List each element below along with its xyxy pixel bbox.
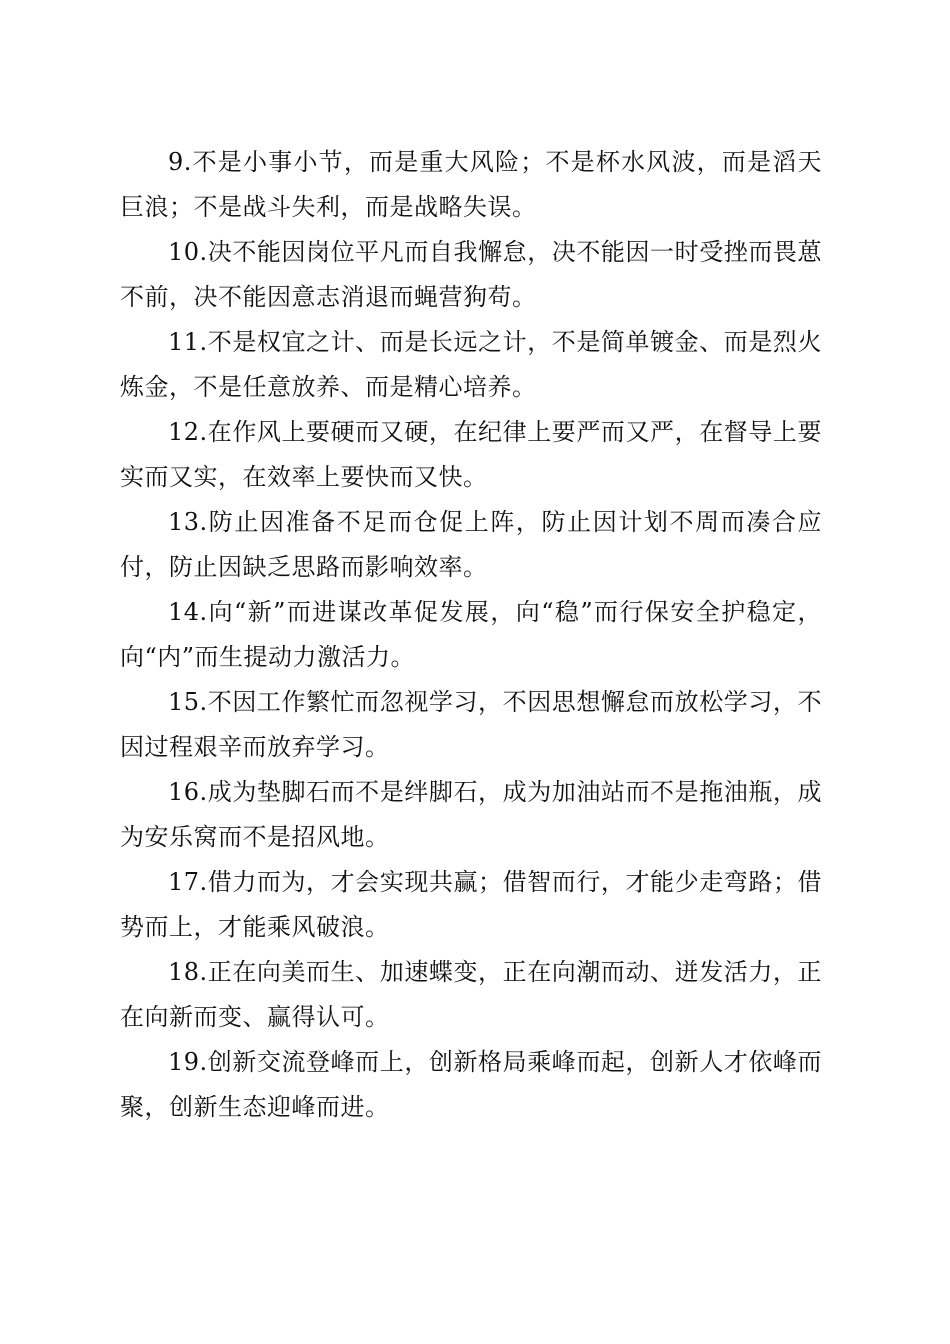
paragraph-16: 16.成为垫脚石而不是绊脚石，成为加油站而不是拖油瓶，成为安乐窝而不是招风地。 [120, 778, 822, 851]
paragraph-18: 18.正在向美而生、加速蝶变，正在向潮而动、迸发活力，正在向新而变、赢得认可。 [120, 958, 822, 1031]
paragraph-14: 14.向“新”而进谋改革促发展，向“稳”而行保安全护稳定，向“内”而生提动力激活力。 [120, 598, 822, 671]
paragraph-11: 11.不是权宜之计、而是长远之计，不是简单镀金、而是烈火炼金，不是任意放养、而是精心培养。 [120, 328, 822, 401]
paragraph-13: 13.防止因准备不足而仓促上阵，防止因计划不周而凑合应付，防止因缺乏思路而影响效率。 [120, 508, 822, 581]
paragraph-12: 12.在作风上要硬而又硬，在纪律上要严而又严，在督导上要实而又实，在效率上要快而又快。 [120, 418, 822, 491]
paragraph-15: 15.不因工作繁忙而忽视学习，不因思想懈怠而放松学习，不因过程艰辛而放弃学习。 [120, 688, 822, 761]
paragraph-10: 10.决不能因岗位平凡而自我懈怠，决不能因一时受挫而畏葸不前，决不能因意志消退而蝇营狗苟。 [120, 238, 822, 311]
document-body [120, 140, 822, 1130]
paragraph-9: 9.不是小事小节，而是重大风险；不是杯水风波，而是滔天巨浪；不是战斗失利，而是战略失误。 [120, 148, 822, 221]
paragraph-19: 19.创新交流登峰而上，创新格局乘峰而起，创新人才依峰而聚，创新生态迎峰而进。 [120, 1048, 822, 1121]
paragraph-17: 17.借力而为，才会实现共赢；借智而行，才能少走弯路；借势而上，才能乘风破浪。 [120, 868, 822, 941]
